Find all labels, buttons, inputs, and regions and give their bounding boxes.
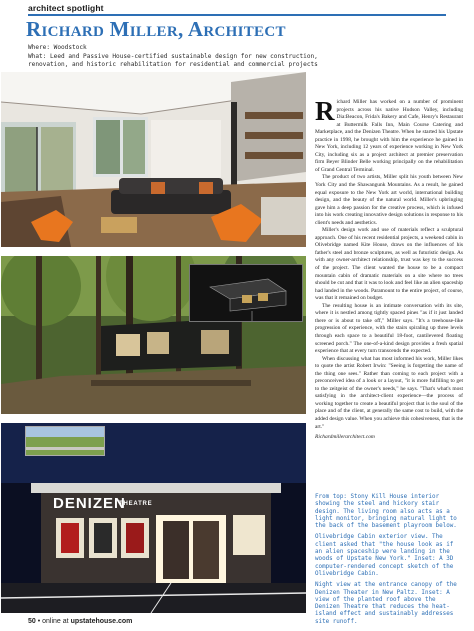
footer-site[interactable]: upstatehouse.com <box>70 618 133 625</box>
caption-3: Night view at the entrance canopy of the Denizen Theater in New Paltz. Inset: A view of the planted roof above the Denizen Theatre that reduces the heat-island effect and sustainably addresses site runoff. <box>315 582 457 625</box>
concept-sketch <box>190 265 302 321</box>
caption-2: Olivebridge Cabin exterior view. The client asked that "the house look as if an alien spaceship were landing in the woods of Upstate New York." Inset: A 3D computer-rendered concept sketch of the Olivebridge Cabin. <box>315 534 454 577</box>
page-title: Richard Miller, Architect <box>26 17 286 41</box>
website-link[interactable]: Richardmillerarchitect.com <box>315 434 375 441</box>
what-line-2: renovation, and historic rehabilitation for residential and commercial projects <box>28 61 318 68</box>
what-line-1: What: Leed and Passive House-certified sustainable design for new construction, <box>28 53 318 60</box>
article-paragraph-3: Miller's design work and use of materials reflect a sculptural approach. One of his recent residential projects, a weekend cabin in Olivebridge named Kite House, draws on the influences of his father's steel and bronze sculptures, as well as futuristic design. As with any owner-architect relationship, trust was key to the success of the project. The client wanted the house to be a compact mountain cabin of dramatic materials on a site where no trees should be cut and that it was to look and feel like an alien spaceship had landed in the woods. Paramount to the entire project, of course, was that it remained on budget. <box>315 227 463 302</box>
caption-1: From top: Stony Kill House interior showing the steel and hickory stair design. The living room also acts as a light monitor, bringing natural light to the back of the basement playroom below. <box>315 494 457 530</box>
page-number: 50 <box>28 618 36 625</box>
article-body <box>315 96 463 442</box>
footer-separator: • online at <box>35 618 71 625</box>
green-roof-inset <box>25 426 105 456</box>
page-footer <box>28 618 132 625</box>
photo-captions <box>315 494 463 630</box>
article-paragraph-5: When discussing what has most informed his work, Miller likes to quote the artist Robert Irwin: "Seeing is forgetting the name of the thing one sees." Rather than coming to each project with a preconceived idea of a look or a layout, "it is more fulfilling to get to the zeitgeist of the owner's needs," he says. "That's what's most satisfying in the architect-client experience—the process of working together to create a beautiful project that is the soul of the place and of the client, at generally the same cost to build, with the added design value. When you achieve this cohesiveness, that is the art." <box>315 355 463 430</box>
article-paragraph-2: The product of two artists, Miller split his youth between New York City and the Shawangunk Mountains. As a result, he gained equal exposure to the New York art world, international building design, and the beauty of the natural world. Miller's upbringing gave him a deep passion for the creative process, which is infused into his work creating innovative design solutions in response to his client's needs and aesthetics. <box>315 174 463 226</box>
article-paragraph-1-text: ichard Miller has worked on a number of prominent projects across his native Hudson Valley, including Dia:Beacon, Frida's Bakery and Cafe, Henry's Restaurant at Buttermilk Falls Inn, Main Course Catering and Marketplace, and the Denizen Theatre. When he started his Upstate practice in 1998, he brought with him the experience he gained in New York, including 12 years of experience working in New York City, including six as a project architect at premier preservation firm Beyer Blinder Belle working principally on the rehabilitation of Grand Central Terminal. <box>315 99 463 173</box>
denizen-theatre-photo <box>1 423 306 613</box>
theatre-sign-main: DENIZEN <box>53 495 126 512</box>
article-paragraph-1 <box>315 96 463 174</box>
header-rule <box>28 14 446 16</box>
olivebridge-cabin-photo <box>1 256 306 414</box>
green-roof-illustration <box>26 427 104 455</box>
theatre-sign-sub: THEATRE <box>119 501 153 507</box>
section-kicker: architect spotlight <box>28 3 104 13</box>
drop-cap: R <box>315 96 335 126</box>
cabin-concept-inset <box>189 264 303 322</box>
where-line: Where: Woodstock <box>28 44 87 51</box>
article-paragraph-4: The resulting house is an intimate conversation with its site, where it is nestled among tightly spaced pines "as if it just landed there or is about to take off," Miller says. "It's a treehouse-like progression of experience, with the stairs spiraling up three levels through each space to a beautiful 18-foot, cantilevered floating screened porch." The one-of-a-kind design provides a fresh spatial experience that at every turn transcends the expected. <box>315 302 463 355</box>
interior-illustration <box>1 72 306 247</box>
stony-kill-interior-photo <box>1 72 306 247</box>
